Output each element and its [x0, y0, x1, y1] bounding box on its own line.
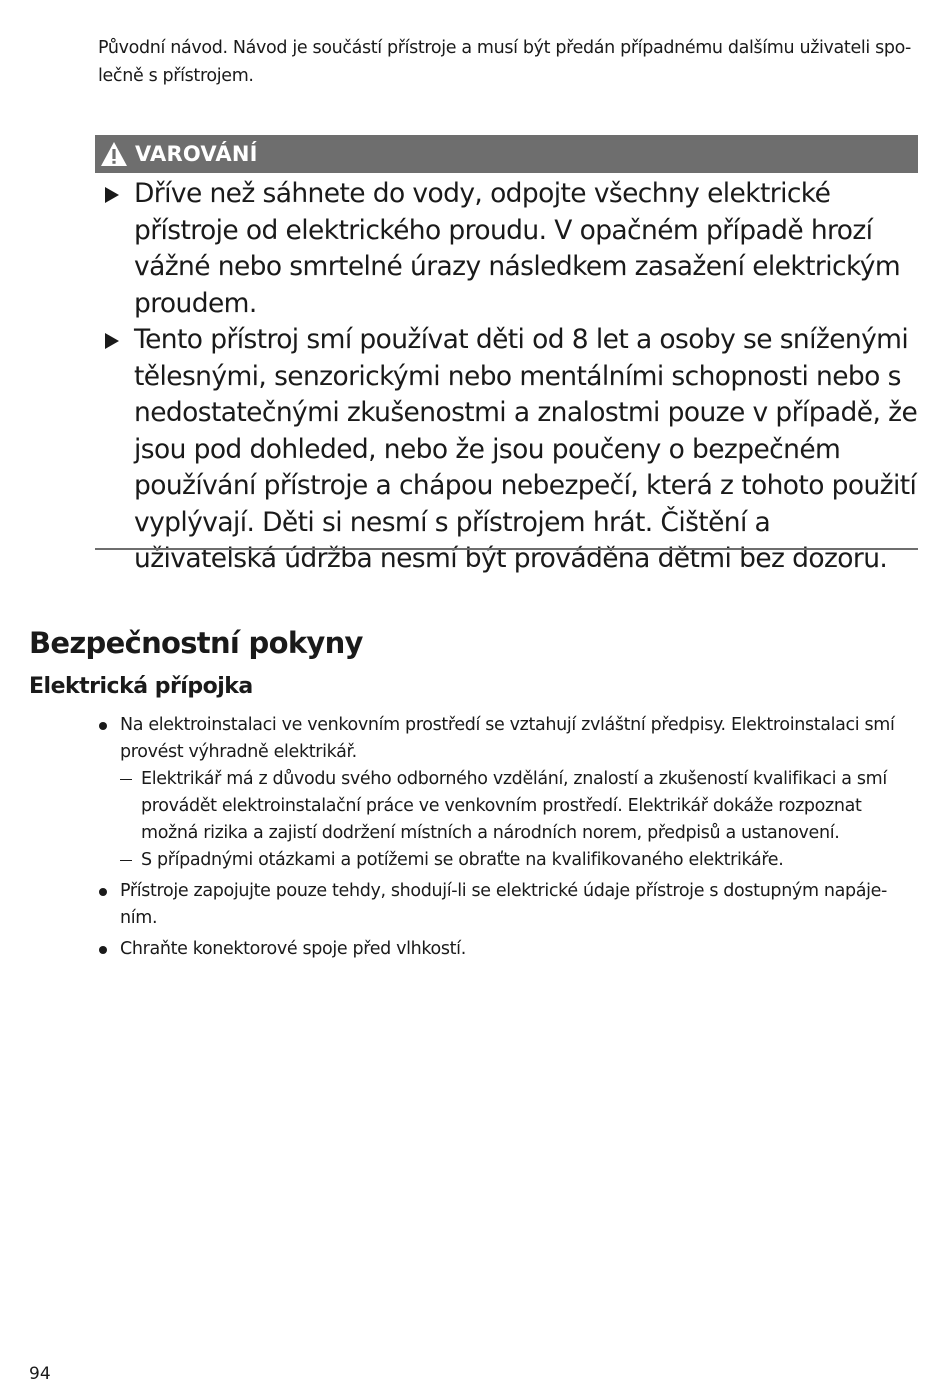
bullet-icon: [99, 722, 107, 730]
list-item: [95, 712, 918, 874]
warning-item: [95, 176, 918, 322]
section-title: Bezpečnostní pokyny: [29, 626, 363, 660]
sub-list-item-text: Elektrikář má z důvodu svého odborného vzdělání, znalostí a zkušeností kvalifikaci a smí provádět elektroinstalační práce ve venkovním prostředí. Elektrikář dokáže rozpoznat možná rizika a zajistí dodržení místních a národních norem, předpisů a ustanovení.: [141, 769, 887, 843]
warning-item: [95, 322, 918, 578]
warning-triangle-icon: [100, 141, 128, 167]
page-number: 94: [29, 1364, 51, 1384]
dash-icon: [120, 860, 132, 861]
sub-list-item: [120, 766, 918, 847]
list-item-text: Přístroje zapojujte pouze tehdy, shodují-li se elektrické údaje přístroje s dostupným napájením.: [120, 881, 888, 928]
bullet-icon: [99, 946, 107, 954]
warning-list: [95, 176, 918, 578]
list-item-text: Na elektroinstalaci ve venkovním prostředí se vztahují zvláštní předpisy. Elektroinstalaci smí provést výhradně elektrikář.: [120, 715, 895, 762]
warning-header: [95, 135, 918, 173]
arrow-right-icon: [105, 333, 119, 349]
sub-list-item: [120, 847, 918, 874]
list-item: [95, 878, 918, 932]
dash-icon: [120, 779, 132, 780]
warning-item-text: Tento přístroj smí používat děti od 8 let a osoby se sníženými tělesnými, senzorickými nebo mentálními schopnosti nebo s nedostatečnými zkušenostmi a znalostmi pouze v případě, že jsou pod dohleded, nebo že jsou poučeny o bezpečném používání přístroje a chápou nebezpečí, která z tohoto použití vyplývají. Děti si nesmí s přístrojem hrát. Čištění a uživatelská údržba nesmí být prováděna dětmi bez dozoru.: [134, 324, 918, 574]
list-item: [95, 936, 918, 963]
intro-text: Původní návod. Návod je součástí přístroje a musí být předán případnému dalšímu uživateli společně s přístrojem.: [98, 38, 912, 86]
warning-title: VAROVÁNÍ: [135, 142, 258, 166]
warning-item-text: Dříve než sáhnete do vody, odpojte všechny elektrické přístroje od elektrického proudu. V opačném případě hrozí vážné nebo smrtelné úrazy následkem zasažení elektrickým proudem.: [134, 178, 901, 319]
warning-divider: [95, 548, 918, 550]
subsection-title: Elektrická přípojka: [29, 674, 253, 699]
bullet-icon: [99, 888, 107, 896]
sub-list-item-text: S případnými otázkami a potížemi se obraťte na kvalifikovaného elektrikáře.: [141, 850, 784, 870]
list-item-text: Chraňte konektorové spoje před vlhkostí.: [120, 939, 466, 959]
safety-list: [95, 712, 918, 967]
sub-list: [120, 766, 918, 874]
arrow-right-icon: [105, 187, 119, 203]
